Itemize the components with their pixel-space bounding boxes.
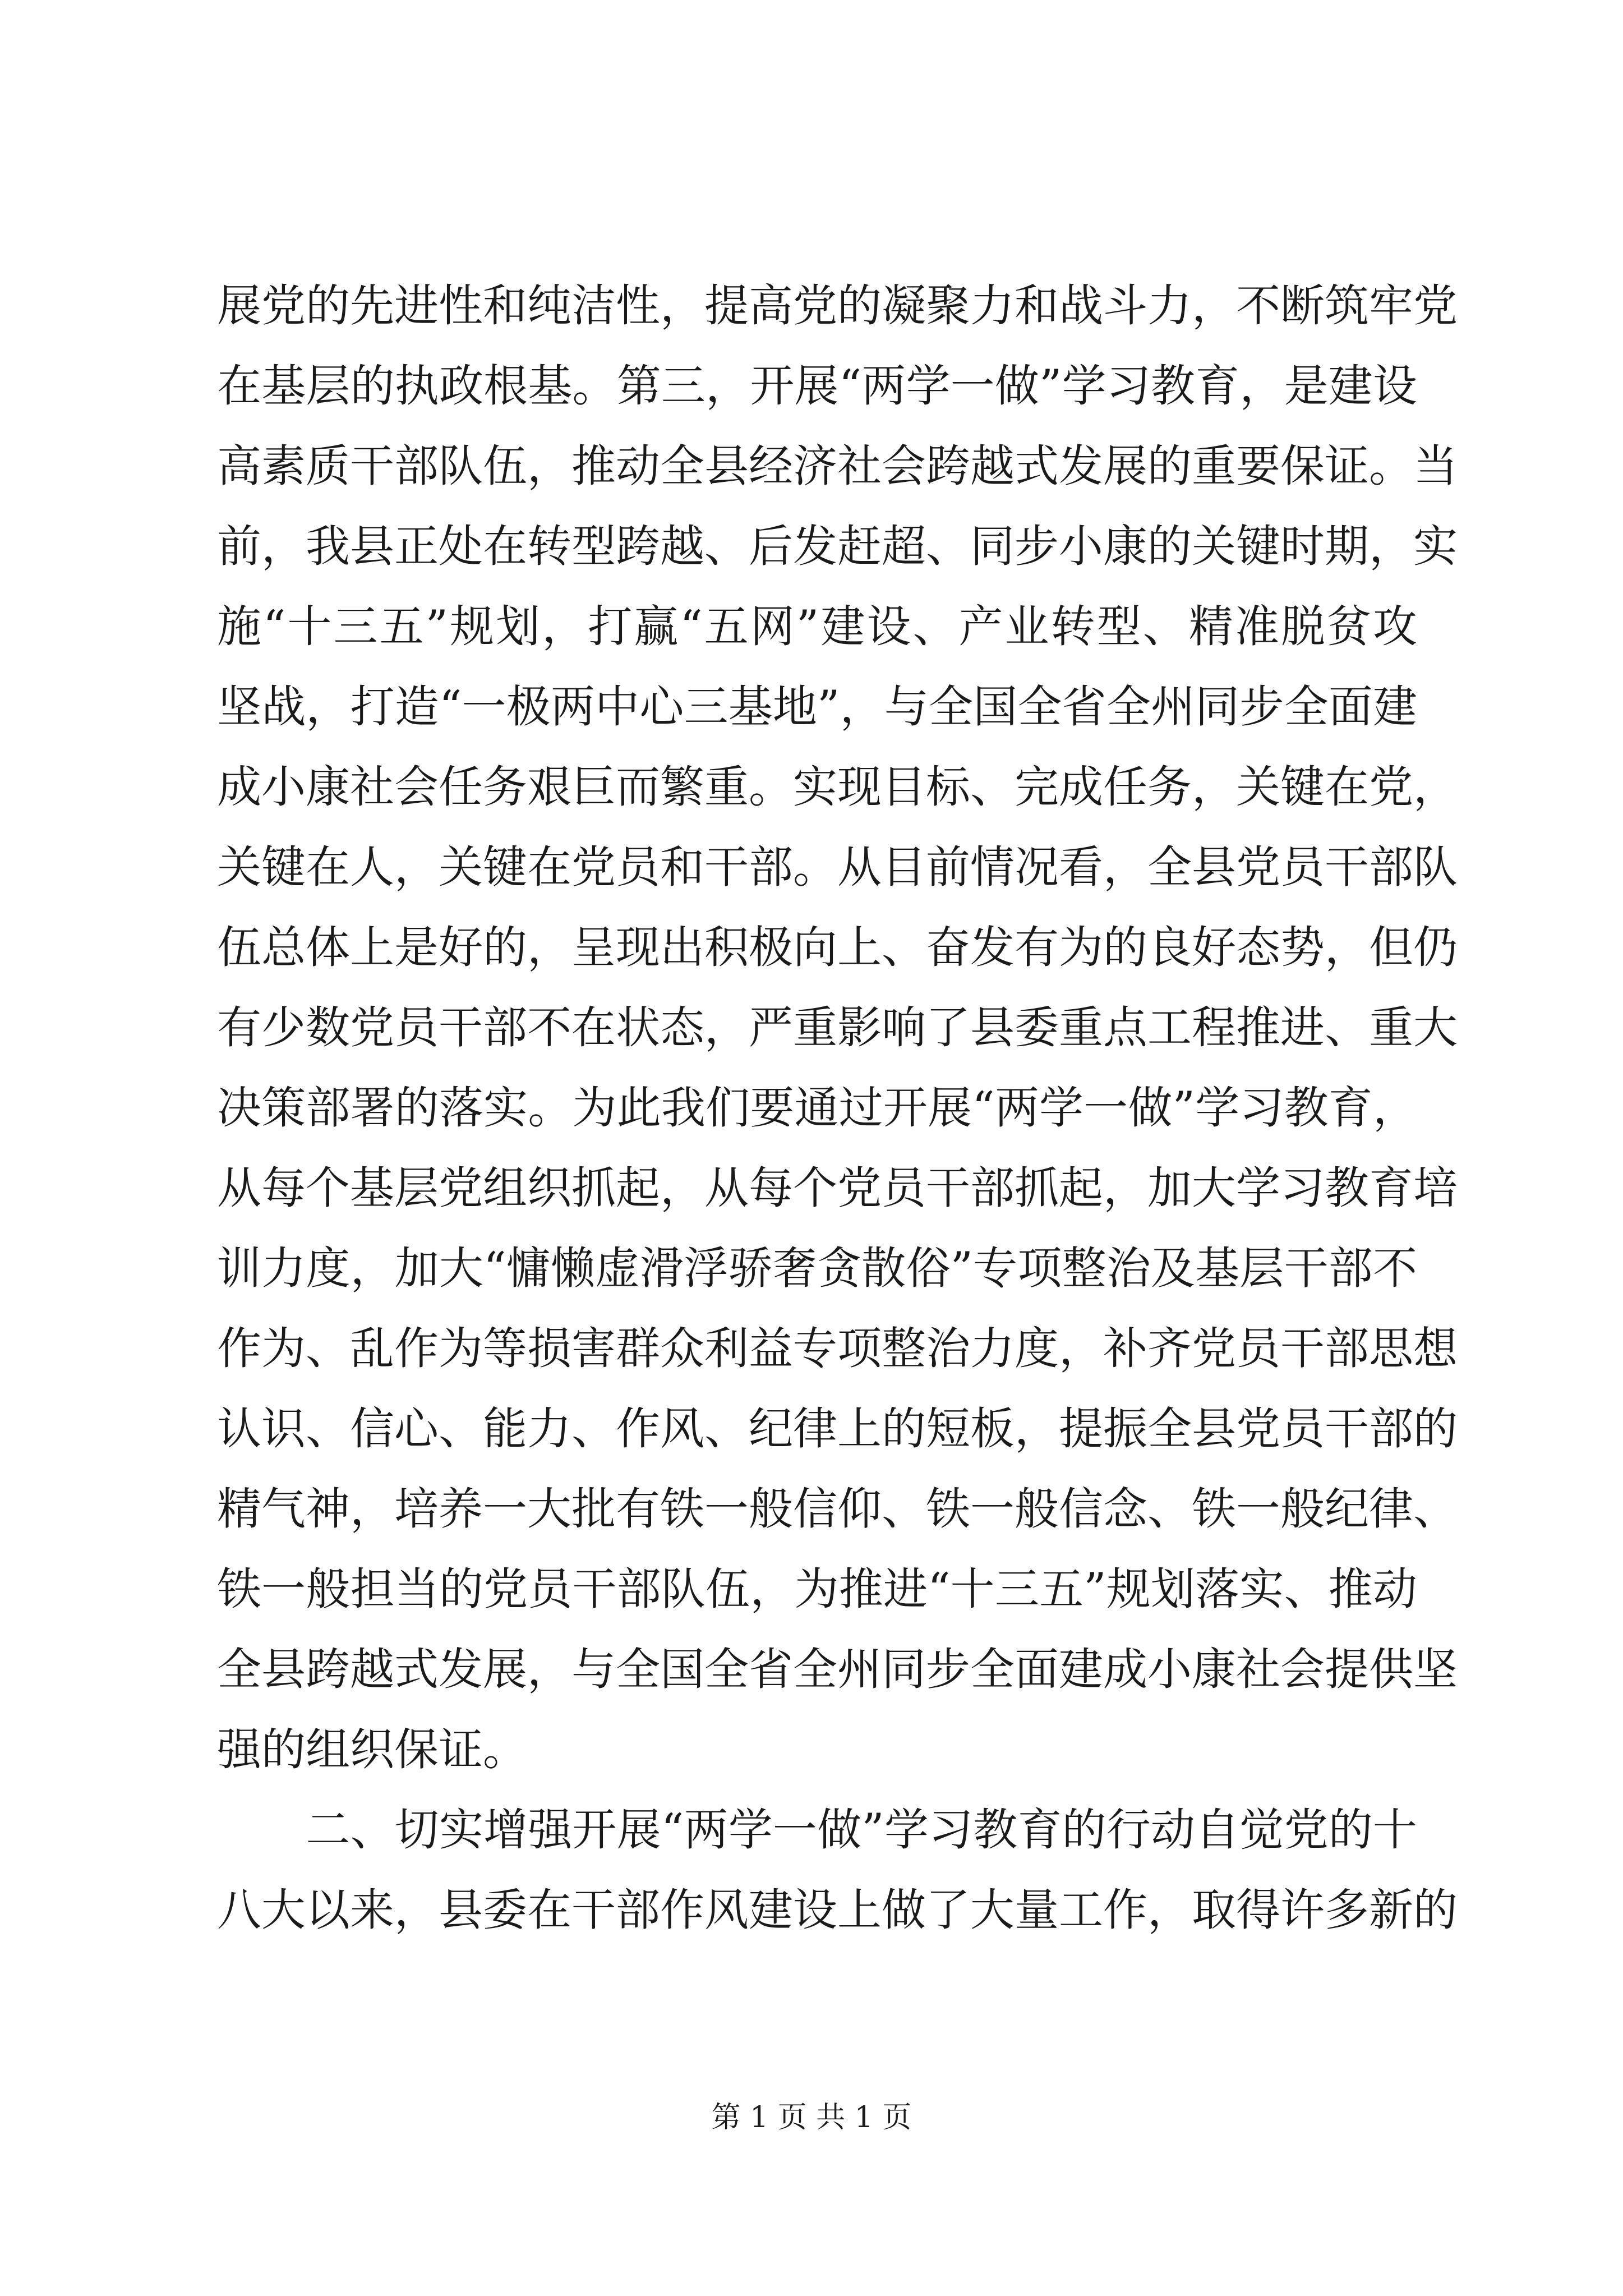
text-line: 决策部署的落实。为此我们要通过开展“两学一做”学习教育， <box>217 1082 1417 1134</box>
text-line: 高素质干部队伍，推动全县经济社会跨越式发展的重要保证。当 <box>217 440 1458 492</box>
text-line: 有少数党员干部不在状态，严重影响了县委重点工程推进、重大 <box>217 1002 1458 1053</box>
body-text <box>217 266 1458 1950</box>
text-line: 坚战，打造“一极两中心三基地”，与全国全省全州同步全面建 <box>217 681 1417 733</box>
section-heading-line: 二、切实增强开展“两学一做”学习教育的行动自觉党的十 <box>217 1804 1417 1856</box>
text-line: 成小康社会任务艰巨而繁重。实现目标、完成任务，关键在党， <box>217 761 1458 813</box>
text-line: 铁一般担当的党员干部队伍，为推进“十三五”规划落实、推动 <box>217 1563 1417 1615</box>
text-line: 从每个基层党组织抓起，从每个党员干部抓起，加大学习教育培 <box>217 1162 1458 1214</box>
text-line: 前，我县正处在转型跨越、后发赶超、同步小康的关键时期，实 <box>217 521 1458 572</box>
text-line: 全县跨越式发展，与全国全省全州同步全面建成小康社会提供坚 <box>217 1644 1458 1695</box>
text-line: 训力度，加大“慵懒虚滑浮骄奢贪散俗”专项整治及基层干部不 <box>217 1243 1417 1294</box>
text-line: 精气神，培养一大批有铁一般信仰、铁一般信念、铁一般纪律、 <box>217 1483 1458 1535</box>
text-line: 施“十三五”规划，打赢“五网”建设、产业转型、精准脱贫攻 <box>217 601 1417 652</box>
text-line: 在基层的执政根基。第三，开展“两学一做”学习教育，是建设 <box>217 360 1417 412</box>
text-line: 八大以来，县委在干部作风建设上做了大量工作，取得许多新的 <box>217 1884 1458 1936</box>
text-line: 作为、乱作为等损害群众利益专项整治力度，补齐党员干部思想 <box>217 1323 1458 1374</box>
text-line: 伍总体上是好的，呈现出积极向上、奋发有为的良好态势，但仍 <box>217 922 1458 973</box>
page-footer: 第 1 页 共 1 页 <box>711 2101 912 2134</box>
text-line: 认识、信心、能力、作风、纪律上的短板，提振全县党员干部的 <box>217 1403 1458 1455</box>
text-line: 关键在人，关键在党员和干部。从目前情况看，全县党员干部队 <box>217 841 1458 893</box>
text-line: 展党的先进性和纯洁性，提高党的凝聚力和战斗力，不断筑牢党 <box>217 280 1458 332</box>
text-line-paragraph-end: 强的组织保证。 <box>217 1724 527 1775</box>
